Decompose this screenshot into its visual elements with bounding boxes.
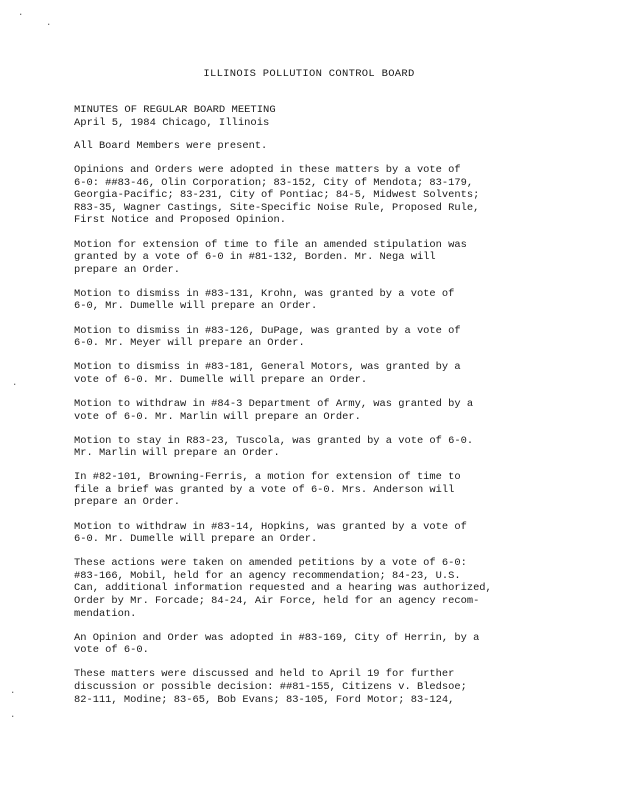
scan-speck: ·: [10, 712, 16, 722]
scan-speck: ·: [46, 20, 52, 30]
paragraph: These matters were discussed and held to April 19 for further discussion or possible decision: ##81-155, Citizens v. Bledsoe; 82-111, Modine; 83-65, Bob Evans; 83-105, Ford Motor; 83-124,: [74, 668, 467, 706]
document-heading: ILLINOIS POLLUTION CONTROL BOARD: [203, 68, 415, 80]
scan-speck: ·: [18, 10, 24, 20]
meeting-info: [74, 104, 276, 130]
paragraph: Motion to stay in R83-23, Tuscola, was granted by a vote of 6-0. Mr. Marlin will prepare an Order.: [74, 434, 474, 460]
paragraph: Motion to withdraw in #83-14, Hopkins, was granted by a vote of 6-0. Mr. Dumelle will prepare an Order.: [74, 520, 467, 546]
paragraph: Motion for extension of time to file an amended stipulation was granted by a vote of 6-0 in #81-132, Borden. Mr. Nega will prepare an Order.: [74, 238, 467, 276]
scan-speck: ·: [10, 688, 16, 698]
meeting-title: MINUTES OF REGULAR BOARD MEETING: [74, 104, 276, 116]
meeting-date-place: April 5, 1984 Chicago, Illinois: [74, 117, 270, 129]
paragraph: Motion to dismiss in #83-131, Krohn, was granted by a vote of 6-0, Mr. Dumelle will prepare an Order.: [74, 287, 455, 313]
paragraph: These actions were taken on amended petitions by a vote of 6-0: #83-166, Mobil, held for an agency recommendation; 84-23, U.S. Can, additional information requested and a hearing was authorized, Order by Mr. Forcade; 84-24, Air Force, held for an agency recom- mendation.: [74, 557, 492, 620]
paragraph: Motion to dismiss in #83-181, General Motors, was granted by a vote of 6-0. Mr. Dumelle will prepare an Order.: [74, 361, 461, 386]
paragraph: An Opinion and Order was adopted in #83-169, City of Herrin, by a vote of 6-0.: [74, 631, 480, 657]
paragraph: Motion to dismiss in #83-126, DuPage, was granted by a vote of 6-0. Mr. Meyer will prepare an Order.: [74, 324, 461, 350]
paragraph: Opinions and Orders were adopted in these matters by a vote of 6-0: ##83-46, Olin Corporation; 83-152, City of Mendota; 83-179, Georgia-Pacific; 83-231, City of Pontiac; 84-5, Midwest Solvents; R83-35, Wagner Castings, Site-Specific Noise Rule, Proposed Rule, First Notice and Proposed Opinion.: [74, 164, 480, 227]
paragraph: Motion to withdraw in #84-3 Department of Army, was granted by a vote of 6-0. Mr. Marlin will prepare an Order.: [74, 397, 474, 423]
scan-speck: ·: [12, 380, 18, 390]
paragraph: All Board Members were present.: [74, 140, 268, 152]
minutes-body: [74, 140, 554, 718]
paragraph: In #82-101, Browning-Ferris, a motion for extension of time to file a brief was granted by a vote of 6-0. Mrs. Anderson will prepare an Order.: [74, 471, 461, 509]
